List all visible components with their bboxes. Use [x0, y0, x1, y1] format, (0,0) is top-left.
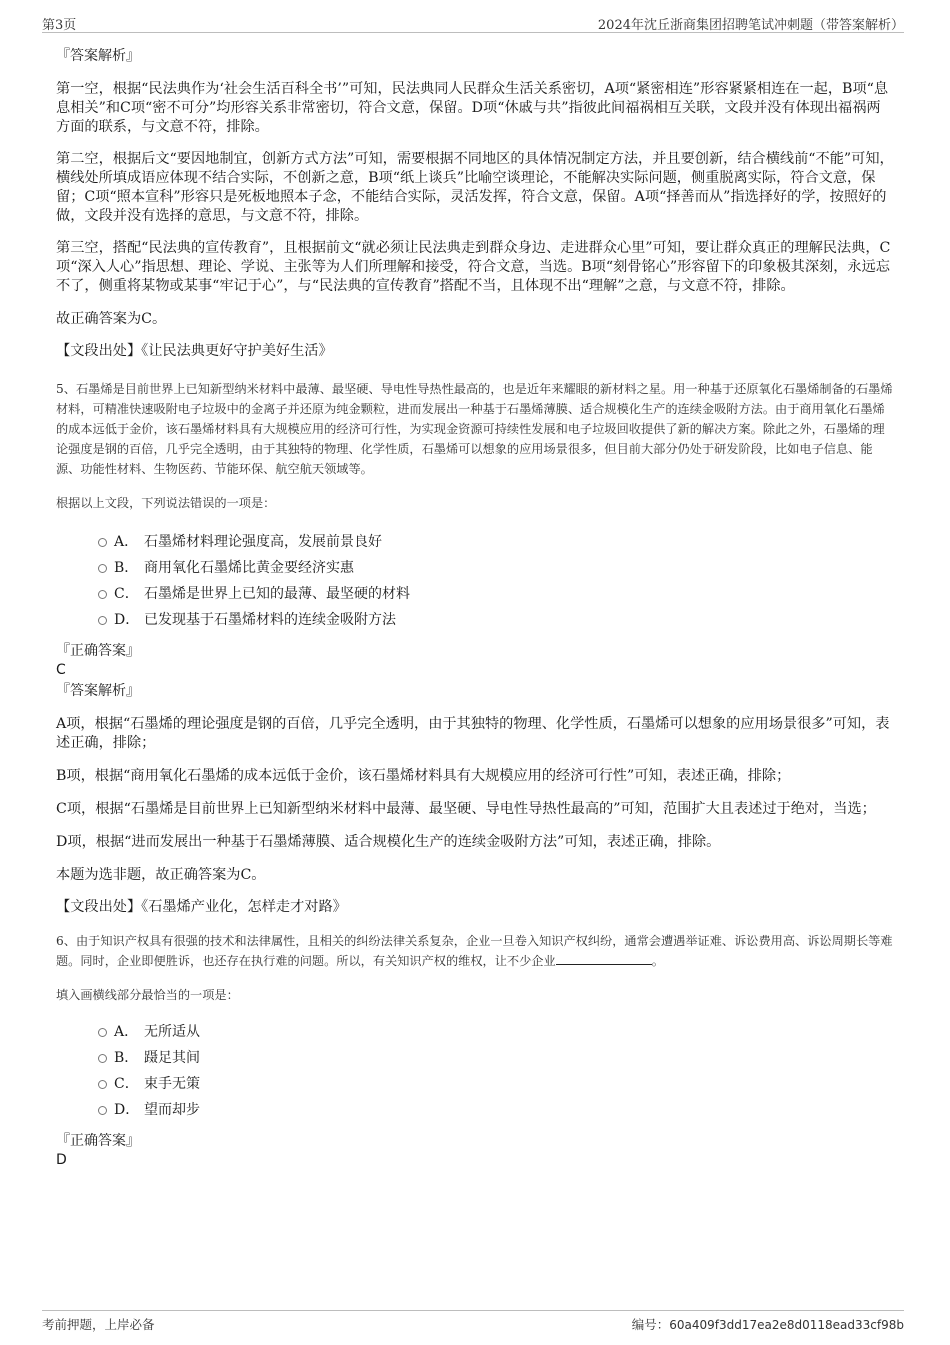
radio-icon[interactable]	[98, 564, 107, 573]
footer-slogan: 考前押题，上岸必备	[42, 1317, 155, 1332]
q5-prompt: 根据以上文段，下列说法错误的一项是：	[56, 496, 276, 510]
radio-icon[interactable]	[98, 538, 107, 547]
q5-options	[56, 529, 894, 633]
q5-explain-title: 『答案解析』	[56, 683, 140, 699]
q5-explain-d: D项，根据“进而发展出一种基于石墨烯薄膜、适合规模化生产的连续金吸附方法”可知，表述正确，排除。	[56, 834, 721, 850]
q4-explain-p2: 第二空，根据后文“要因地制宜，创新方式方法”可知，需要根据不同地区的具体情况制定方法，并且要创新，结合横线前“不能”可知，横线处所填成语应体现不结合实际，不创新之意，B项“纸上谈兵”比喻空谈理论，不能解决实际问题，侧重脱离实际，符合文意，保留；C项“照本宣科”形容只是死板地照本子念，不能结合实际，灵活发挥，符合文意，保留。A项“择善而从”指选择好的学，按照好的做，文段并没有选择的意思，与文意不符，排除。	[56, 151, 894, 224]
q5-option-b[interactable]: B． 商用氧化石墨烯比黄金要经济实惠	[56, 555, 894, 581]
q4-explain-title: 『答案解析』	[56, 48, 140, 64]
q5-explain-c: C项，根据“石墨烯是目前世界上已知新型纳米材料中最薄、最坚硬、导电性导热性最高的”可知，范围扩大且表述过于绝对，当选；	[56, 801, 876, 817]
radio-icon[interactable]	[98, 616, 107, 625]
radio-icon[interactable]	[98, 1080, 107, 1089]
radio-icon[interactable]	[98, 1054, 107, 1063]
q5-option-a[interactable]: A． 石墨烯材料理论强度高，发展前景良好	[56, 529, 894, 555]
page-number: 第3页	[42, 18, 77, 33]
q6-option-b[interactable]: B． 蹑足其间	[56, 1045, 894, 1071]
radio-icon[interactable]	[98, 590, 107, 599]
radio-icon[interactable]	[98, 1106, 107, 1115]
document-title: 2024年沈丘浙商集团招聘笔试冲刺题（带答案解析）	[597, 18, 904, 33]
q5-option-c[interactable]: C． 石墨烯是世界上已知的最薄、最坚硬的材料	[56, 581, 894, 607]
q5-option-d[interactable]: D． 已发现基于石墨烯材料的连续金吸附方法	[56, 607, 894, 633]
question-5	[56, 379, 894, 917]
page-footer	[42, 1310, 904, 1335]
q5-stem: 5、石墨烯是目前世界上已知新型纳米材料中最薄、最坚硬、导电性导热性最高的，也是近年来耀眼的新材料之星。用一种基于还原氧化石墨烯制备的石墨烯材料，可精准快速吸附电子垃圾中的金离子并还原为纯金颗粒，进而发展出一种基于石墨烯薄膜、适合规模化生产的连续金吸附方法。由于商用氧化石墨烯的成本远低于金价，该石墨烯材料具有大规模应用的经济可行性，为实现金资源可持续性发展和电子垃圾回收提供了新的解决方案。除此之外，石墨烯的理论强度是钢的百倍，几乎完全透明，由于其独特的物理、化学性质，石墨烯可以想象的应用场景很多，但目前大部分仍处于研发阶段，比如电子信息、能源、功能性材料、生物医药、节能环保、航空航天领域等。	[56, 382, 893, 476]
q5-source: 【文段出处】《石墨烯产业化，怎样走才对路》	[56, 899, 347, 915]
document-code: 编号：60a409f3dd17ea2e8d0118ead33cf98b	[631, 1317, 904, 1332]
q5-explain-a: A项，根据“石墨烯的理论强度是钢的百倍，几乎完全透明，由于其独特的物理、化学性质，石墨烯可以想象的应用场景很多”可知，表述正确，排除；	[56, 716, 890, 751]
q6-option-d[interactable]: D． 望而却步	[56, 1097, 894, 1123]
q4-conclusion: 故正确答案为C。	[56, 311, 167, 327]
q5-explain-b: B项，根据“商用氧化石墨烯的成本远低于金价，该石墨烯材料具有大规模应用的经济可行性”可知，表述正确，排除；	[56, 768, 791, 784]
q4-explain-p1: 第一空，根据“民法典作为‘社会生活百科全书’”可知，民法典同人民群众生活关系密切，A项“紧密相连”形容紧紧相连在一起，B项“息息相关”和C项“密不可分”均形容关系非常密切，符合文意，保留。D项“休戚与共”指彼此间福祸相互关联，文段并没有体现出福祸两方面的联系，与文意不符，排除。	[56, 81, 889, 135]
fill-blank	[556, 952, 652, 965]
q6-option-a[interactable]: A． 无所适从	[56, 1019, 894, 1045]
question-6	[56, 931, 894, 1169]
q6-prompt: 填入画横线部分最恰当的一项是：	[56, 988, 239, 1002]
q6-option-c[interactable]: C． 束手无策	[56, 1071, 894, 1097]
q6-answer-title: 『正确答案』	[56, 1133, 140, 1149]
q4-source: 【文段出处】《让民法典更好守护美好生活》	[56, 343, 333, 359]
radio-icon[interactable]	[98, 1028, 107, 1037]
q6-stem: 6、由于知识产权具有很强的技术和法律属性，且相关的纠纷法律关系复杂，企业一旦卷入知识产权纠纷，通常会遭遇举证难、诉讼费用高、诉讼周期长等难题。同时，企业即便胜诉，也还存在执行难的问题。所以，有关知识产权的维权，让不少企业 。	[56, 934, 893, 968]
q6-options	[56, 1019, 894, 1123]
q5-answer: C	[56, 662, 66, 678]
page-content	[56, 46, 894, 1169]
q5-conclusion: 本题为选非题，故正确答案为C。	[56, 867, 266, 883]
q4-explanation	[56, 46, 894, 361]
q4-explain-p3: 第三空，搭配“民法典的宣传教育”，且根据前文“就必须让民法典走到群众身边、走进群众心里”可知，要让群众真正的理解民法典，C项“深入人心”指思想、理论、学说、主张等为人们所理解和接受，符合文意，当选。B项“刻骨铭心”形容留下的印象极其深刻，永远忘不了，侧重将某物或某事“牢记于心”，与“民法典的宣传教育”搭配不当，且体现不出“理解”之意，与文意不符，排除。	[56, 240, 891, 294]
q6-answer: D	[56, 1152, 67, 1168]
q5-answer-title: 『正确答案』	[56, 643, 140, 659]
page-header	[42, 10, 904, 33]
